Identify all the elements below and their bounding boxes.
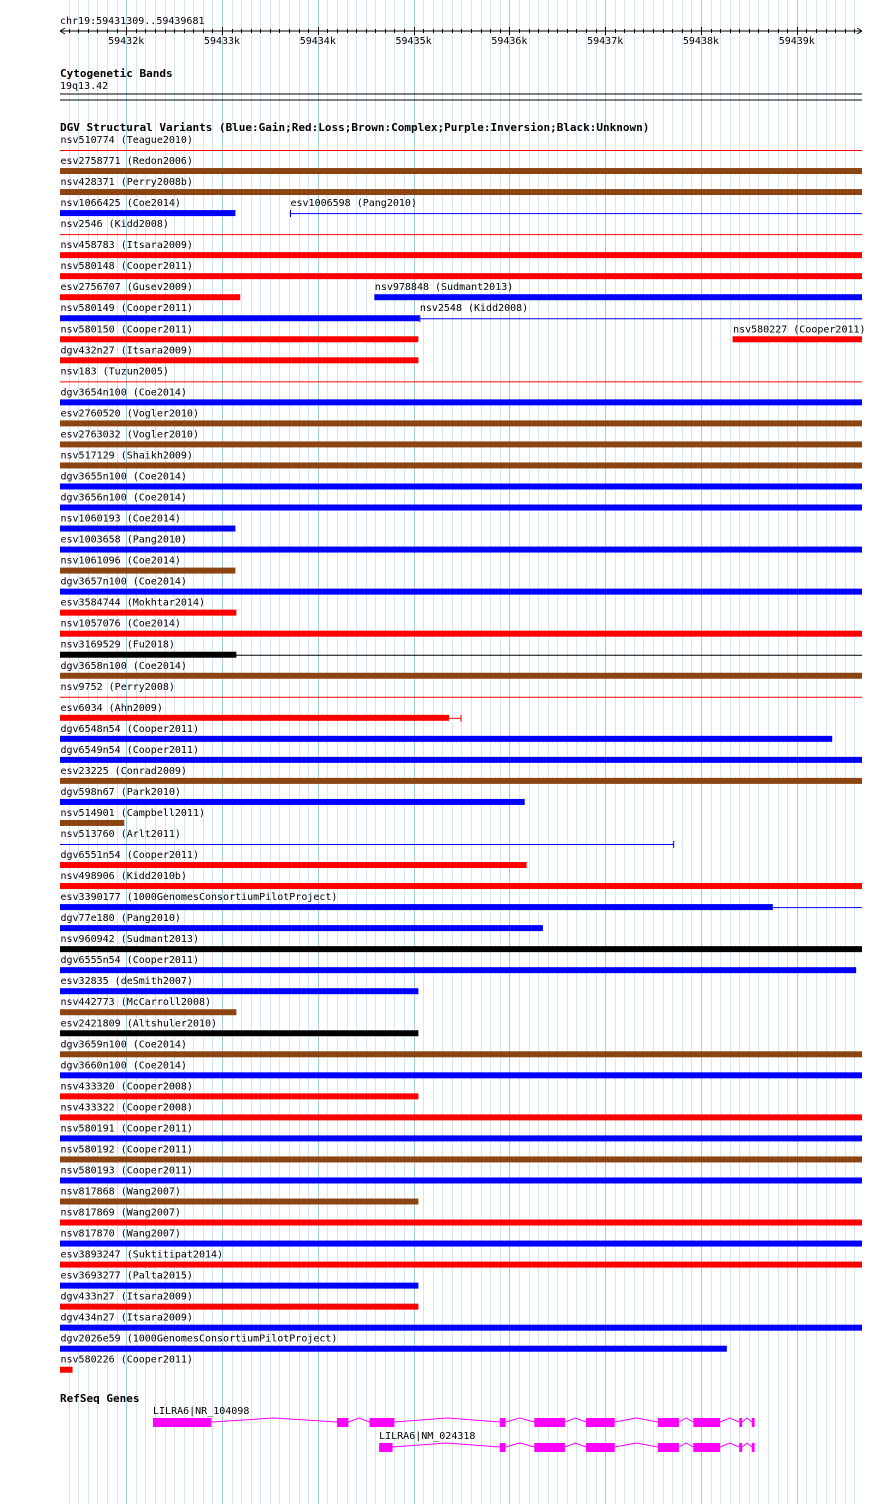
gene-exon <box>586 1418 615 1427</box>
variant-bar <box>60 1304 418 1310</box>
variant-bar <box>60 967 856 973</box>
dgv-row <box>60 324 866 342</box>
dgv-row <box>60 976 418 994</box>
gene-intron <box>615 1418 658 1422</box>
variant-bar <box>60 1262 862 1268</box>
variant-label: nsv428371 (Perry2008b) <box>60 177 193 189</box>
variant-bar <box>60 315 419 321</box>
variant-label: nsv580227 (Cooper2011) <box>733 324 866 336</box>
gene-exon <box>693 1418 720 1427</box>
variant-bar <box>60 736 832 742</box>
variant-label: dgv3656n100 (Coe2014) <box>60 492 187 504</box>
variant-bar <box>60 631 862 637</box>
cytoband-track-title: Cytogenetic Bands <box>60 67 173 80</box>
variant-bar <box>60 399 862 405</box>
variant-label: nsv817870 (Wang2007) <box>60 1228 181 1240</box>
variant-label: nsv433320 (Cooper2008) <box>60 1081 193 1093</box>
gene-exon <box>337 1418 348 1427</box>
dgv-row <box>60 1018 418 1036</box>
ruler-tick-label: 59435k <box>395 36 432 47</box>
gene-intron <box>720 1418 739 1422</box>
variant-label: nsv498906 (Kidd2010b) <box>60 871 187 883</box>
variant-bar <box>60 1367 73 1373</box>
variant-bar <box>60 799 525 805</box>
variant-bar <box>60 483 862 489</box>
variant-label: nsv514901 (Campbell2011) <box>60 807 205 819</box>
variant-label: esv1006598 (Pang2010) <box>290 198 417 210</box>
gene-exon <box>586 1443 615 1452</box>
variant-bar <box>60 336 418 342</box>
variant-label: nsv1057076 (Coe2014) <box>60 618 181 630</box>
variant-bar <box>60 441 862 447</box>
variant-label: nsv1066425 (Coe2014) <box>60 198 181 210</box>
variant-label: nsv2548 (Kidd2008) <box>419 303 529 315</box>
gene-exon <box>693 1443 720 1452</box>
variant-bar <box>60 988 418 994</box>
variant-label: dgv6549n54 (Cooper2011) <box>60 744 199 756</box>
variant-label: nsv960942 (Sudmant2013) <box>60 934 199 946</box>
variant-label: dgv3659n100 (Coe2014) <box>60 1039 187 1051</box>
variant-label: nsv978848 (Sudmant2013) <box>374 282 514 294</box>
variant-bar <box>60 946 862 952</box>
dgv-row <box>60 829 674 848</box>
variant-bar <box>60 1241 862 1247</box>
variant-label: nsv580193 (Cooper2011) <box>60 1165 193 1177</box>
variant-bar <box>60 1177 862 1183</box>
dgv-row <box>60 787 525 805</box>
gene-intron <box>565 1418 586 1422</box>
dgv-row <box>60 955 856 973</box>
variant-label: dgv77e180 (Pang2010) <box>60 913 181 925</box>
dgv-row <box>60 808 205 826</box>
dgv-row <box>60 282 862 300</box>
dgv-row <box>60 997 236 1015</box>
variant-bar <box>60 925 543 931</box>
variant-bar <box>60 1346 727 1352</box>
variant-label: esv3390177 (1000GenomesConsortiumPilotProject) <box>60 892 338 904</box>
refseq-gene <box>153 1406 755 1427</box>
gene-intron <box>394 1418 499 1422</box>
variant-label: esv6034 (Ahn2009) <box>60 702 163 714</box>
variant-label: nsv580148 (Cooper2011) <box>60 261 193 273</box>
variant-label: nsv580192 (Cooper2011) <box>60 1144 193 1156</box>
variant-bar <box>60 1072 862 1078</box>
gene-intron <box>393 1443 500 1447</box>
variant-bar <box>60 547 862 553</box>
variant-label: esv3693277 (Palta2015) <box>60 1270 193 1282</box>
variant-bar <box>60 294 240 300</box>
dgv-row <box>60 913 543 931</box>
variant-bar <box>60 462 862 468</box>
variant-bar <box>60 1051 862 1057</box>
ruler-tick-label: 59437k <box>587 36 624 47</box>
dgv-track <box>60 121 866 1373</box>
variant-label: nsv433322 (Cooper2008) <box>60 1102 193 1114</box>
dgv-row <box>60 556 235 574</box>
variant-label: nsv1060193 (Coe2014) <box>60 513 181 525</box>
variant-bar <box>60 1156 862 1162</box>
gene-exon <box>534 1418 565 1427</box>
gene-exon <box>752 1418 755 1427</box>
variant-label: nsv442773 (McCarroll2008) <box>60 997 212 1009</box>
variant-label: nsv1061096 (Coe2014) <box>60 555 181 567</box>
dgv-row <box>60 1271 418 1289</box>
variant-label: nsv580149 (Cooper2011) <box>60 303 193 315</box>
gene-label: LILRA6|NR_104098 <box>153 1406 250 1417</box>
gene-exon <box>379 1443 392 1452</box>
ruler-tick-label: 59438k <box>682 36 720 47</box>
variant-label: nsv513760 (Arlt2011) <box>60 828 181 840</box>
variant-label: dgv434n27 (Itsara2009) <box>60 1312 193 1324</box>
variant-label: dgv3654n100 (Coe2014) <box>60 387 187 399</box>
variant-label: nsv817868 (Wang2007) <box>60 1186 181 1198</box>
variant-bar <box>60 1199 418 1205</box>
variant-label: dgv2026e59 (1000GenomesConsortiumPilotProject) <box>60 1333 338 1345</box>
gene-intron <box>720 1443 739 1447</box>
variant-label: nsv580226 (Cooper2011) <box>60 1354 193 1366</box>
ruler-tick-label: 59436k <box>491 36 528 47</box>
variant-bar <box>60 273 862 279</box>
variant-label: esv3893247 (Suktitipat2014) <box>60 1249 224 1261</box>
variant-bar <box>60 610 236 616</box>
gene-intron <box>742 1418 752 1422</box>
gene-exon <box>153 1418 211 1427</box>
location-label: chr19:59431309..59439681 <box>60 16 205 27</box>
dgv-row <box>60 1187 418 1205</box>
variant-label: dgv6551n54 (Cooper2011) <box>60 850 199 862</box>
gene-intron <box>565 1443 586 1447</box>
variant-bar <box>60 1009 236 1015</box>
variant-bar <box>60 589 862 595</box>
variant-label: nsv517129 (Shaikh2009) <box>60 450 193 462</box>
refseq-track-title: RefSeq Genes <box>60 1392 140 1405</box>
variant-label: esv2760520 (Vogler2010) <box>60 408 199 420</box>
dgv-row <box>60 598 236 616</box>
variant-label: nsv580150 (Cooper2011) <box>60 324 193 336</box>
variant-bar <box>60 526 235 532</box>
variant-bar <box>60 1220 862 1226</box>
variant-label: esv2763032 (Vogler2010) <box>60 429 199 441</box>
variant-label: dgv432n27 (Itsara2009) <box>60 345 193 357</box>
variant-label: esv1003658 (Pang2010) <box>60 534 187 546</box>
variant-bar <box>60 778 862 784</box>
ruler-tick-label: 59432k <box>108 36 145 47</box>
variant-bar <box>733 336 862 342</box>
variant-bar <box>60 420 862 426</box>
variant-label: dgv3655n100 (Coe2014) <box>60 471 187 483</box>
refseq-gene-models <box>153 1406 755 1452</box>
variant-label: nsv510774 (Teague2010) <box>60 135 193 146</box>
variant-bar <box>60 505 862 511</box>
variant-label: dgv3657n100 (Coe2014) <box>60 576 187 588</box>
variant-label: esv2758771 (Redon2006) <box>60 156 193 168</box>
variant-bar <box>60 210 235 216</box>
variant-bar <box>60 715 449 721</box>
dgv-row <box>60 1292 418 1310</box>
variant-label: esv2756707 (Gusev2009) <box>60 282 193 294</box>
variant-label: esv23225 (Conrad2009) <box>60 765 187 777</box>
dgv-row <box>60 1081 418 1099</box>
variant-label: dgv433n27 (Itsara2009) <box>60 1291 193 1303</box>
variant-bar <box>60 1114 862 1120</box>
variant-label: esv2421809 (Altshuler2010) <box>60 1018 218 1030</box>
gene-exon <box>500 1418 506 1427</box>
variant-bar <box>374 294 862 300</box>
gene-exon <box>739 1418 742 1427</box>
ruler-tick-label: 59433k <box>203 36 241 47</box>
variant-bar <box>60 1135 862 1141</box>
variant-label: nsv2546 (Kidd2008) <box>60 219 169 231</box>
variant-bar <box>60 568 235 574</box>
gene-exon <box>370 1418 395 1427</box>
refseq-track <box>60 1392 755 1452</box>
gene-intron <box>615 1443 658 1447</box>
refseq-gene <box>379 1431 755 1452</box>
ruler-tick-label: 59439k <box>778 36 815 47</box>
ruler-tick-label: 59434k <box>299 36 336 47</box>
variant-bar <box>60 673 862 679</box>
variant-label: nsv580191 (Cooper2011) <box>60 1123 193 1135</box>
variant-label: dgv6555n54 (Cooper2011) <box>60 955 199 967</box>
dgv-row <box>60 850 527 868</box>
variant-bar <box>60 883 862 889</box>
variant-label: nsv9752 (Perry2008) <box>60 681 175 693</box>
variant-label: dgv6548n54 (Cooper2011) <box>60 723 199 735</box>
variant-bar <box>60 862 527 868</box>
gene-exon <box>500 1443 506 1452</box>
variant-bar <box>60 820 124 826</box>
dgv-row <box>60 724 832 742</box>
variant-label: esv32835 (deSmith2007) <box>60 976 193 988</box>
gene-exon <box>752 1443 755 1452</box>
variant-bar <box>60 1325 862 1331</box>
gene-label: LILRA6|NM_024318 <box>379 1431 476 1442</box>
variant-label: nsv458783 (Itsara2009) <box>60 240 193 252</box>
variant-bar <box>60 1030 418 1036</box>
variant-label: nsv3169529 (Fu2018) <box>60 639 175 651</box>
variant-label: dgv3660n100 (Coe2014) <box>60 1060 187 1072</box>
gene-exon <box>658 1443 679 1452</box>
variant-bar <box>60 357 418 363</box>
gene-exon <box>739 1443 742 1452</box>
variant-bar <box>60 252 862 258</box>
cytoband-label: 19q13.42 <box>60 81 109 92</box>
dgv-track-title: DGV Structural Variants (Blue:Gain;Red:Loss;Brown:Complex;Purple:Inversion;Black:Unknown) <box>60 121 650 134</box>
variant-label: nsv183 (Tuzun2005) <box>60 366 169 378</box>
gene-exon <box>534 1443 565 1452</box>
variant-bar <box>60 189 862 195</box>
variant-bar <box>60 904 773 910</box>
dgv-row <box>60 1334 727 1352</box>
variant-bar <box>60 757 862 763</box>
dgv-row <box>60 345 418 363</box>
variant-bar <box>60 1093 418 1099</box>
variant-bar <box>60 1283 418 1289</box>
variant-bar <box>60 652 236 658</box>
variant-label: nsv817869 (Wang2007) <box>60 1207 181 1219</box>
variant-label: esv3584744 (Mokhtar2014) <box>60 597 205 609</box>
variant-label: dgv3658n100 (Coe2014) <box>60 660 187 672</box>
variant-bar <box>60 168 862 174</box>
gene-intron <box>742 1443 752 1447</box>
gene-exon <box>658 1418 679 1427</box>
dgv-variant-rows <box>60 135 866 1373</box>
dgv-row <box>60 514 235 532</box>
variant-label: dgv598n67 (Park2010) <box>60 786 181 798</box>
